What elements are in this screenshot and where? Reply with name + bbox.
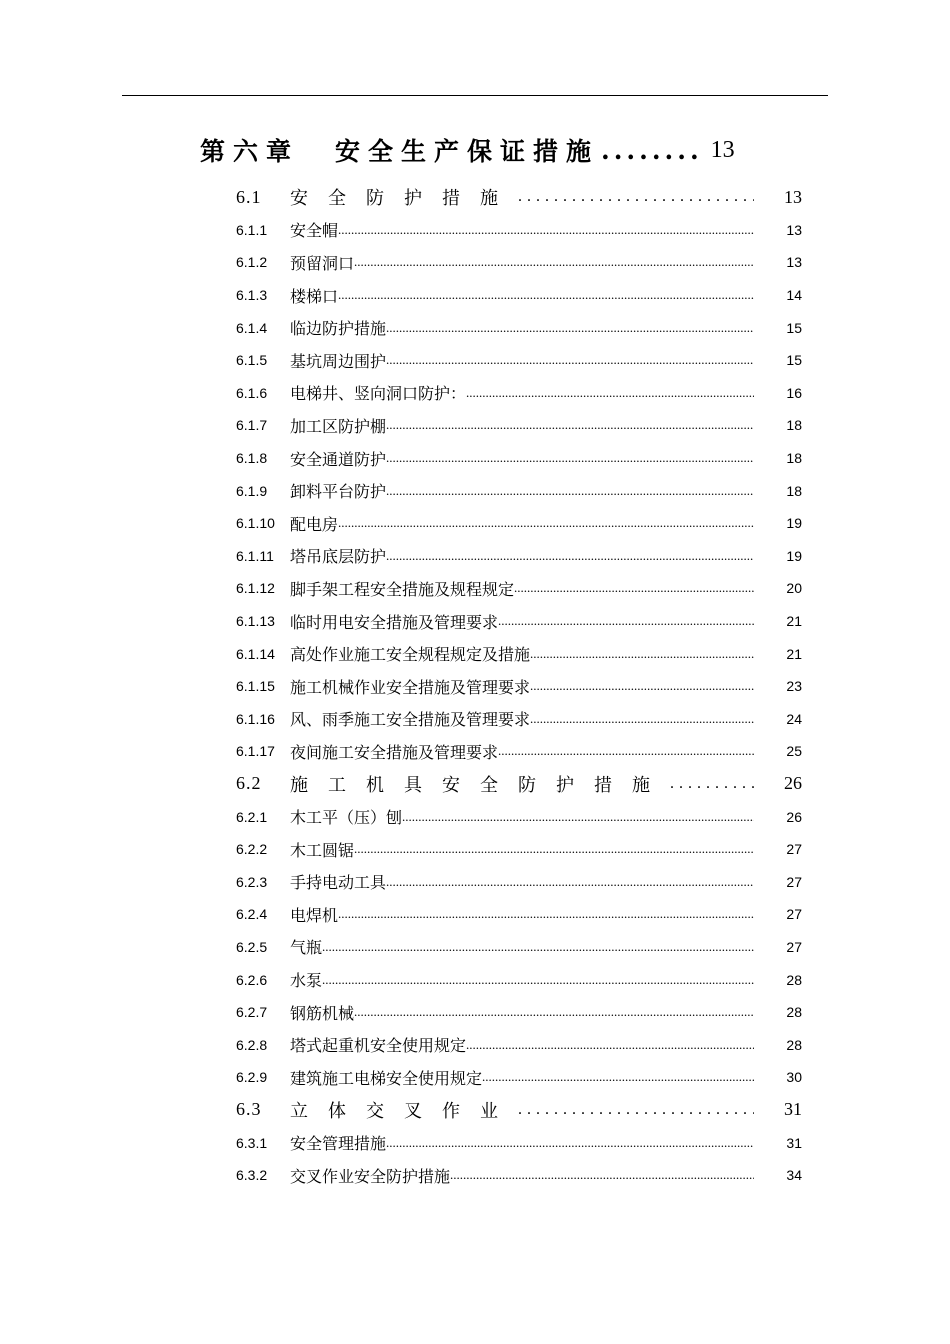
toc-entry[interactable] [236,1028,806,1061]
toc-entry-page: 20 [786,580,802,597]
toc-entry-number: 6.2.6 [236,971,268,988]
toc-entry-title: 建筑施工电梯安全使用规定 [290,1068,483,1088]
toc-entry[interactable] [236,311,806,344]
toc-entry-page: 19 [786,515,802,532]
toc-entry-title: 临时用电安全措施及管理要求 [290,612,499,632]
toc-entry-title: 施工机具安全防护措施 [290,774,670,796]
toc-entry-page: 27 [786,938,802,955]
toc-section-entry[interactable] [236,768,806,801]
toc-entry-number: 6.1 [236,186,262,207]
toc-entry-page: 28 [786,1036,802,1053]
toc-entry-title: 基坑周边围护 [290,351,387,371]
toc-entry-number: 6.1.6 [236,384,268,401]
toc-entry-number: 6.1.3 [236,287,268,304]
toc-entry-title: 木工平（压）刨 [290,808,403,828]
toc-entry[interactable] [236,735,806,768]
toc-entry[interactable] [236,474,806,507]
toc-entry[interactable] [236,246,806,279]
toc-entry-number: 6.1.9 [236,482,268,499]
toc-entry-title: 木工圆锯 [290,840,355,860]
toc-entry-number: 6.1.14 [236,645,275,662]
toc-entry[interactable] [236,898,806,931]
toc-entry-title: 安全通道防护 [290,449,387,469]
toc-entry[interactable] [236,605,806,638]
toc-entry[interactable] [236,344,806,377]
toc-entry-title: 加工区防护棚 [290,416,387,436]
toc-entry-title: 气瓶 [290,938,323,958]
toc-leader-dots [466,1037,754,1053]
toc-entry-title: 卸料平台防护 [290,482,387,502]
toc-entry-page: 28 [786,1004,802,1021]
toc-leader-dots [386,1135,754,1151]
toc-entry-page: 23 [786,678,802,695]
toc-leader-dots [518,188,754,206]
toc-entry[interactable] [236,963,806,996]
toc-leader-dots [354,254,754,270]
toc-entry[interactable] [236,800,806,833]
toc-entry[interactable] [236,865,806,898]
toc-entry-number: 6.1.10 [236,515,275,532]
toc-entry-title: 安全防护措施 [290,188,518,210]
toc-leader-dots [338,222,754,238]
toc-entry-page: 24 [786,710,802,727]
toc-entry[interactable] [236,1159,806,1192]
toc-entry-page: 21 [786,613,802,630]
toc-entry-number: 6.2.5 [236,938,268,955]
toc-entry[interactable] [236,703,806,736]
toc-entry-title: 塔式起重机安全使用规定 [290,1036,467,1056]
toc-entry[interactable] [236,1061,806,1094]
chapter-heading[interactable] [200,132,790,168]
toc-entry-number: 6.2.2 [236,841,268,858]
toc-entry-page: 26 [784,773,802,794]
toc-entry-page: 15 [786,352,802,369]
toc-leader-dots [518,1101,754,1119]
toc-leader-dots [386,320,754,336]
toc-entry-number: 6.2.9 [236,1069,268,1086]
toc-entry-number: 6.1.16 [236,710,275,727]
toc-entry-page: 26 [786,808,802,825]
toc-leader-dots [530,678,754,694]
toc-entry-number: 6.1.5 [236,352,268,369]
toc-leader-dots [466,385,754,401]
toc-leader-dots [338,906,754,922]
toc-entry-page: 13 [786,221,802,238]
toc-leader-dots [386,548,754,564]
toc-entry-title: 楼梯口 [290,286,339,306]
toc-leader-dots [482,1069,754,1085]
toc-entry-page: 30 [786,1069,802,1086]
toc-entry-title: 安全管理措施 [290,1134,387,1154]
toc-leader-dots [338,515,754,531]
toc-entry-number: 6.1.7 [236,417,268,434]
toc-leader-dots [322,939,754,955]
toc-entry-number: 6.1.17 [236,743,275,760]
toc-entry[interactable] [236,833,806,866]
toc-entry-number: 6.1.15 [236,678,275,695]
toc-entry[interactable] [236,1126,806,1159]
toc-entry-page: 13 [784,186,802,207]
toc-entry-number: 6.2.1 [236,808,268,825]
toc-leader-dots [386,874,754,890]
toc-entry-number: 6.1.1 [236,221,268,238]
toc-entry-title: 高处作业施工安全规程规定及措施 [290,645,531,665]
toc-leader-dots [514,580,754,596]
toc-leader-dots [402,809,754,825]
toc-entry[interactable] [236,540,806,573]
toc-entry-title: 临边防护措施 [290,319,387,339]
toc-entry-number: 6.1.2 [236,254,268,271]
table-of-contents [236,181,806,1191]
toc-leader-dots [530,646,754,662]
toc-entry[interactable] [236,637,806,670]
toc-leader-dots [386,352,754,368]
toc-entry-page: 13 [786,254,802,271]
toc-entry-page: 18 [786,482,802,499]
toc-entry-number: 6.1.12 [236,580,275,597]
toc-entry-number: 6.1.11 [236,547,274,564]
toc-entry-page: 25 [786,743,802,760]
toc-entry-title: 电焊机 [290,905,339,925]
toc-entry-page: 21 [786,645,802,662]
toc-leader-dots [498,613,754,629]
toc-entry-title: 钢筋机械 [290,1003,355,1023]
toc-entry-page: 27 [786,906,802,923]
toc-entry[interactable] [236,572,806,605]
toc-entry-page: 31 [784,1099,802,1120]
toc-entry-title: 夜间施工安全措施及管理要求 [290,742,499,762]
toc-entry-title: 配电房 [290,514,339,534]
toc-entry-title: 安全帽 [290,221,339,241]
toc-leader-dots [386,483,754,499]
chapter-title: 安全生产保证措施 [335,137,600,166]
toc-entry-title: 水泵 [290,971,323,991]
toc-entry[interactable] [236,377,806,410]
toc-entry-number: 6.3.2 [236,1167,268,1184]
toc-section-entry[interactable] [236,181,806,214]
toc-entry-title: 手持电动工具 [290,873,387,893]
toc-leader-dots [498,743,754,759]
toc-leader-dots [338,287,754,303]
toc-entry-title: 塔吊底层防护 [290,547,387,567]
header-rule [122,95,828,96]
toc-entry[interactable] [236,409,806,442]
toc-entry[interactable] [236,507,806,540]
toc-entry-title: 立体交叉作业 [290,1100,518,1122]
toc-leader-dots [530,711,754,727]
toc-entry[interactable] [236,442,806,475]
chapter-page-number: 13 [710,136,735,163]
toc-entry-page: 27 [786,873,802,890]
toc-entry-page: 27 [786,841,802,858]
toc-leader-dots [354,841,754,857]
toc-entry-number: 6.2 [236,773,262,794]
toc-leader-dots [386,450,754,466]
toc-entry[interactable] [236,996,806,1029]
toc-entry-title: 预留洞口 [290,253,355,273]
toc-entry-title: 电梯井、竖向洞口防护： [290,384,467,404]
toc-entry-page: 15 [786,319,802,336]
toc-leader-dots [322,972,754,988]
toc-entry-page: 31 [786,1134,802,1151]
toc-entry-page: 18 [786,417,802,434]
toc-entry-number: 6.2.8 [236,1036,268,1053]
toc-entry-title: 风、雨季施工安全措施及管理要求 [290,710,531,730]
toc-entry-number: 6.1.4 [236,319,268,336]
toc-entry-title: 交叉作业安全防护措施 [290,1166,451,1186]
toc-entry-page: 16 [786,384,802,401]
toc-entry-page: 14 [786,287,802,304]
toc-entry-title: 脚手架工程安全措施及规程规定 [290,579,515,599]
toc-leader-dots [354,1004,754,1020]
toc-entry[interactable] [236,931,806,964]
toc-entry-number: 6.2.4 [236,906,268,923]
toc-entry-number: 6.1.13 [236,613,275,630]
toc-entry-number: 6.1.8 [236,450,268,467]
toc-entry-number: 6.2.7 [236,1004,268,1021]
toc-entry-title: 施工机械作业安全措施及管理要求 [290,677,531,697]
chapter-leader-dots: ........ [601,135,703,165]
toc-entry-number: 6.2.3 [236,873,268,890]
toc-entry[interactable] [236,214,806,247]
toc-leader-dots [450,1167,754,1183]
chapter-number: 第六章 [200,137,300,166]
toc-entry-page: 28 [786,971,802,988]
toc-entry-page: 34 [786,1167,802,1184]
toc-leader-dots [670,775,754,793]
toc-section-entry[interactable] [236,1094,806,1127]
toc-entry-page: 18 [786,450,802,467]
toc-entry-number: 6.3.1 [236,1134,268,1151]
toc-entry-number: 6.3 [236,1099,262,1120]
toc-entry[interactable] [236,670,806,703]
toc-entry[interactable] [236,279,806,312]
toc-entry-page: 19 [786,547,802,564]
toc-leader-dots [386,417,754,433]
